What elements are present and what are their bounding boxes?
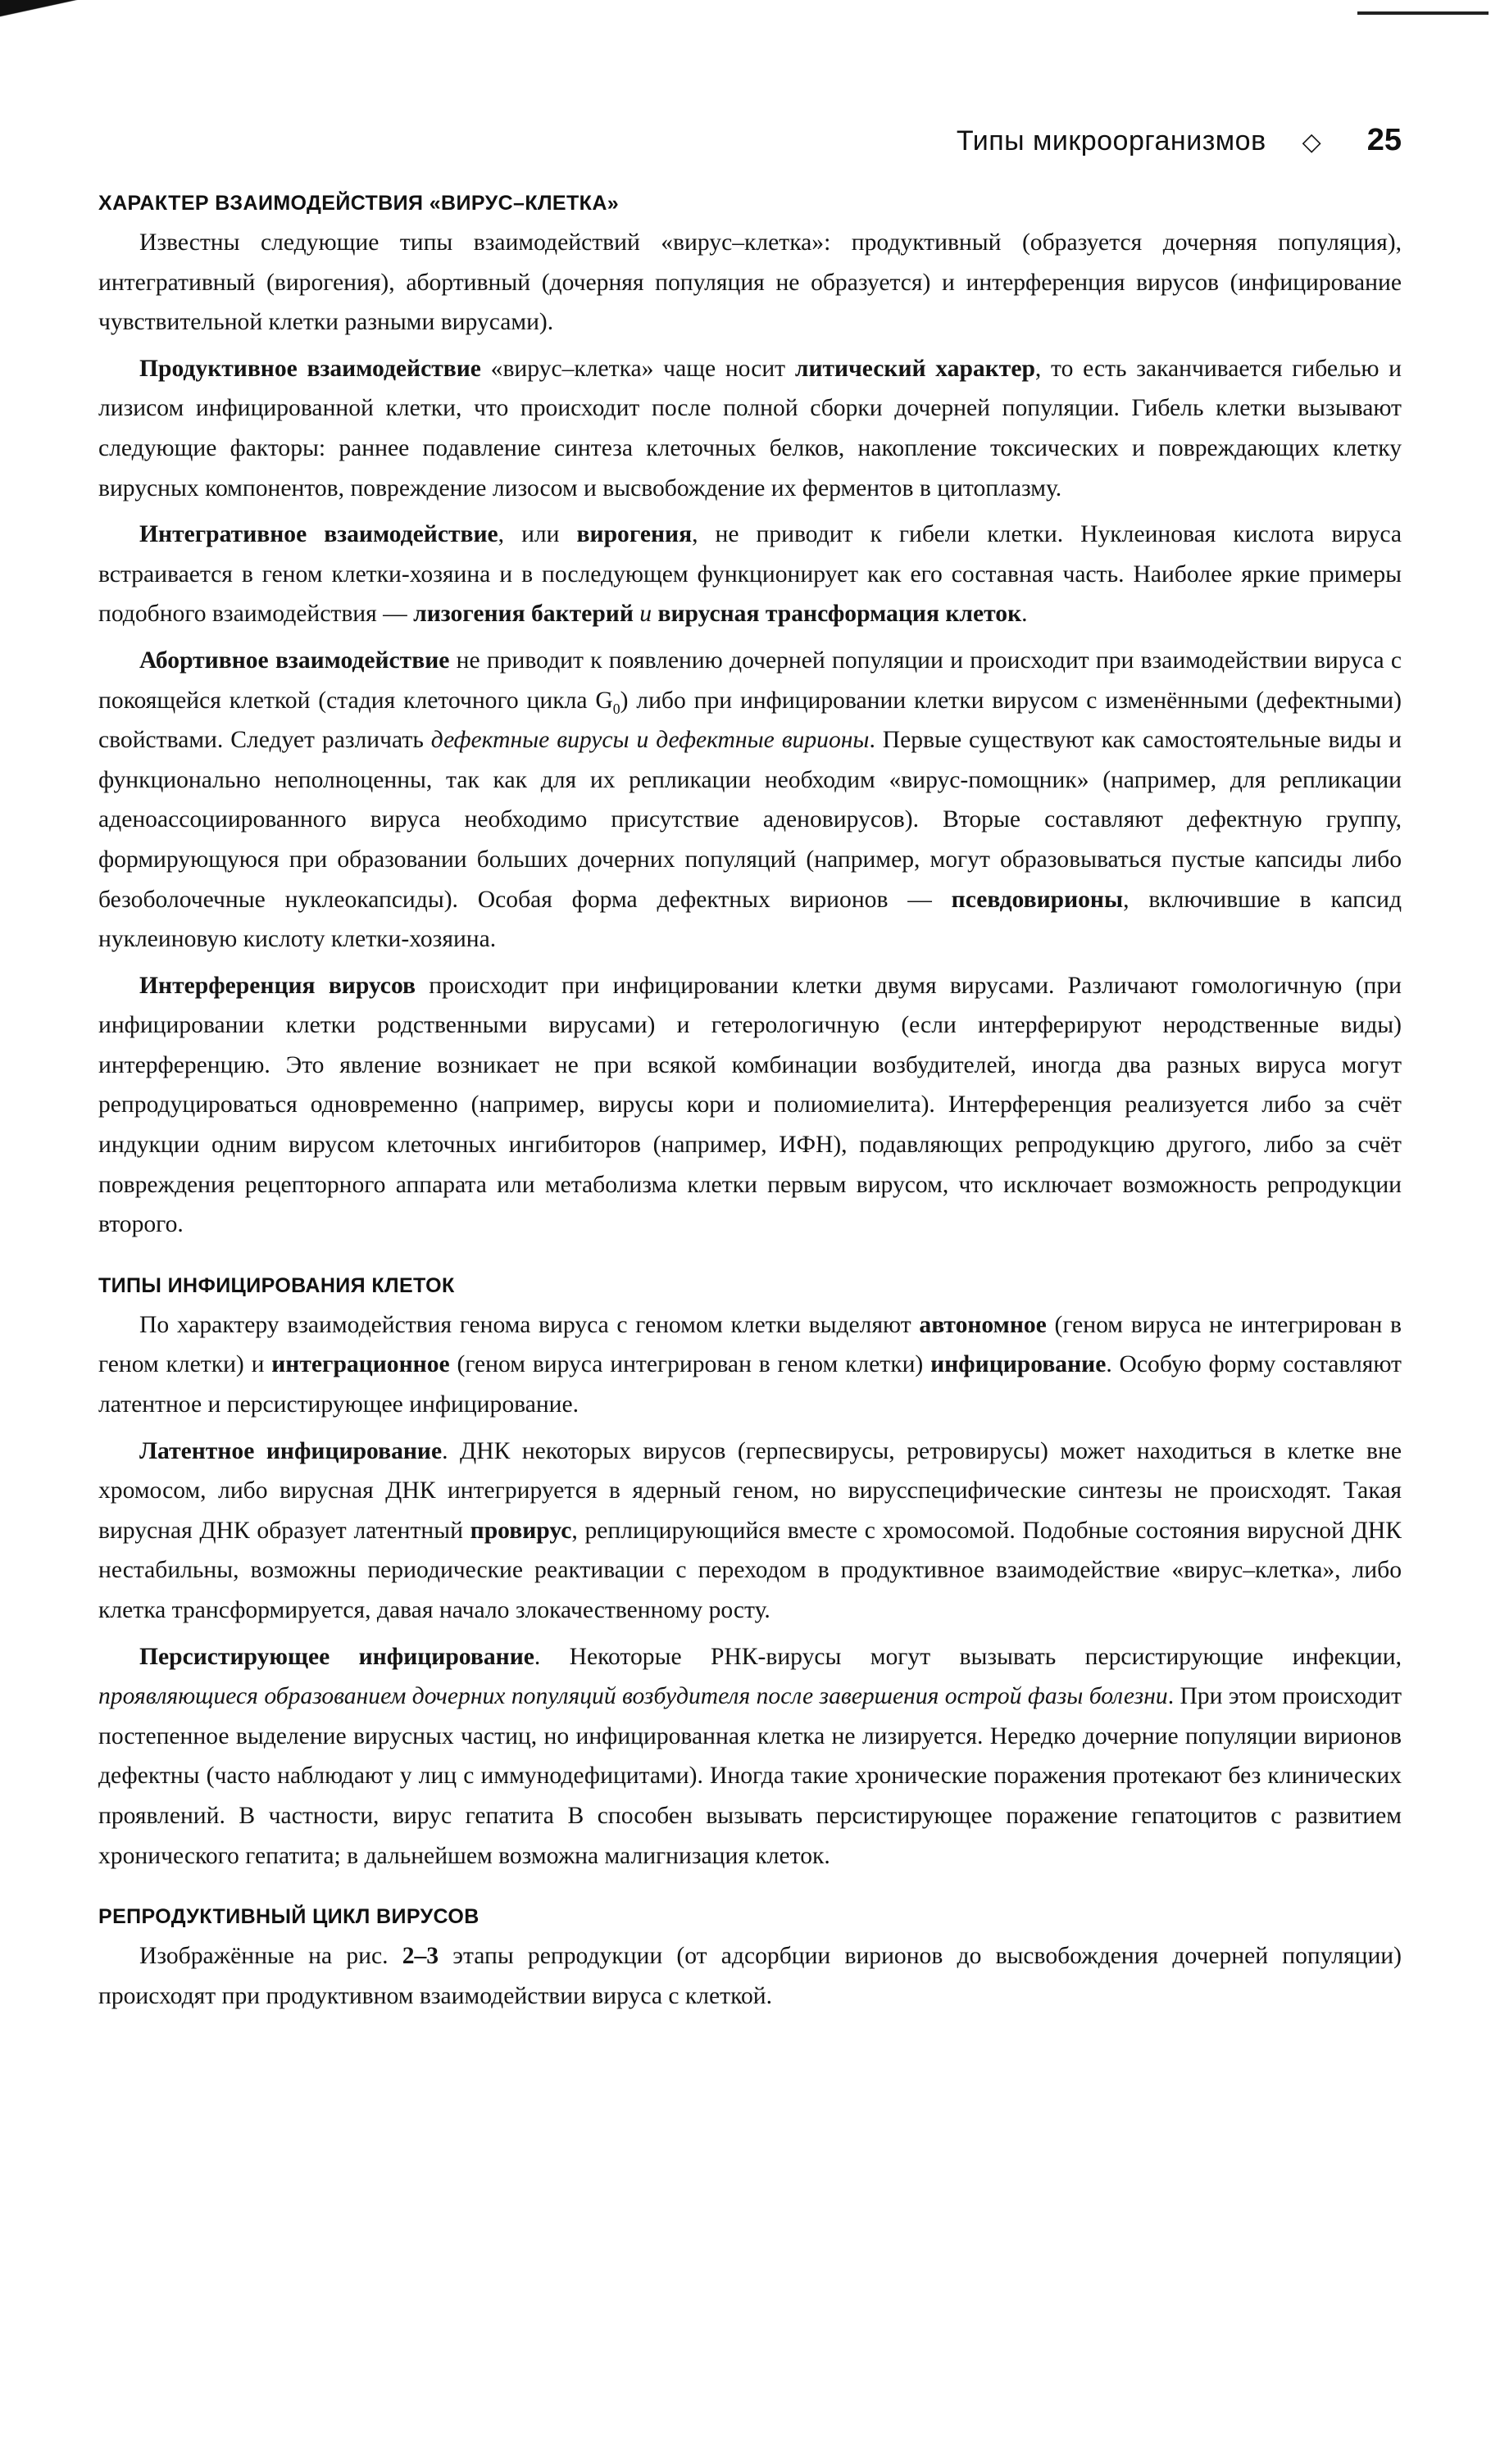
paragraph-persistent-infection: Персистирующее инфицирование. Некоторые РНК-вирусы могут вызывать персистирующие инфекции, проявляющиеся образованием дочерних популяций возбудителя после завершения острой фазы болезни. При этом происходит постепенное выделение вирусных частиц, но инфицированная клетка не лизируется. Нередко дочерние популяции вирионов дефектны (часто наблюдают у лиц с иммунодефицитами). Иногда такие хронические поражения протекают без клинических проявлений. В частности, вирус гепатита В способен вызывать персистирующее поражение гепатоцитов с развитием хронического гепатита; в дальнейшем возможна малигнизация клеток. (98, 1643, 1402, 1869)
running-title: Типы микроорганизмов (956, 125, 1266, 157)
scan-top-rule (1357, 11, 1489, 15)
paragraph-integrative-interaction: Интегративное взаимодействие, или вирогения, не приводит к гибели клетки. Нуклеиновая кислота вируса встраивается в геном клетки-хозяина и в последующем функционирует как его составная часть. Наиболее яркие примеры подобного взаимодействия — лизогения бактерий и вирусная трансформация клеток. (98, 521, 1402, 628)
page-body (98, 187, 1402, 2016)
scan-corner-mark (0, 0, 98, 21)
page-number: 25 (1366, 123, 1402, 157)
section-heading-virus-cell-interaction: ХАРАКТЕР ВЗАИМОДЕЙСТВИЯ «ВИРУС–КЛЕТКА» (98, 192, 620, 215)
paragraph-latent-infection: Латентное инфицирование. ДНК некоторых вирусов (герпесвирусы, ретровирусы) может находиться в клетке вне хромосом, либо вирусная ДНК интегрируется в ядерный геном, но вирусспецифические синтезы не происходят. Такая вирусная ДНК образует латентный провирус, реплицирующийся вместе с хромосомой. Подобные состояния вирусной ДНК нестабильны, возможны периодические реактивации с переходом в продуктивное взаимодействие «вирус–клетка», либо клетка трансформируется, давая начало злокачественному росту. (98, 1437, 1402, 1623)
paragraph-interaction-types: Известны следующие типы взаимодействий «вирус–клетка»: продуктивный (образуется дочерняя популяция), интегративный (вирогения), абортивный (дочерняя популяция не образуется) и интерференция вирусов (инфицирование чувствительной клетки разными вирусами). (98, 229, 1402, 336)
section-heading-infection-types: ТИПЫ ИНФИЦИРОВАНИЯ КЛЕТОК (98, 1273, 455, 1297)
paragraph-virus-interference: Интерференция вирусов происходит при инфицировании клетки двумя вирусами. Различают гомологичную (при инфицировании клетки родственными вирусами) и гетерологичную (если интерферируют неродственные виды) интерференцию. Это явление возникает не при всякой комбинации возбудителей, иногда два разных вируса могут репродуцироваться одновременно (например, вирусы кори и полиомиелита). Интерференция реализуется либо за счёт индукции одним вирусом клеточных ингибиторов (например, ИФН), подавляющих репродукцию другого, либо за счёт повреждения рецепторного аппарата или метаболизма клетки первым вирусом, что исключает возможность репродукции второго. (98, 972, 1402, 1238)
diamond-icon: ◇ (1302, 129, 1321, 156)
paragraph-productive-interaction: Продуктивное взаимодействие «вирус–клетка» чаще носит литический характер, то есть заканчивается гибелью и лизисом инфицированной клетки, что происходит после полной сборки дочерней популяции. Гибель клетки вызывают следующие факторы: раннее подавление синтеза клеточных белков, накопление токсических и повреждающих клетку вирусных компонентов, повреждение лизосом и высвобождение их ферментов в цитоплазму. (98, 355, 1402, 501)
running-header (957, 123, 1402, 158)
paragraph-reproduction-stages: Изображённые на рис. 2–3 этапы репродукции (от адсорбции вирионов до высвобождения дочерней популяции) происходят при продуктивном взаимодействии вируса с клеткой. (98, 1943, 1402, 2009)
paragraph-autonomous-integration: По характеру взаимодействия генома вируса с геномом клетки выделяют автономное (геном вируса не интегрирован в геном клетки) и интеграционное (геном вируса интегрирован в геном клетки) инфицирование. Особую форму составляют латентное и персистирующее инфицирование. (98, 1311, 1402, 1418)
paragraph-abortive-interaction: Абортивное взаимодействие не приводит к появлению дочерней популяции и происходит при взаимодействии вируса с покоящейся клеткой (стадия клеточного цикла $G_0$) либо при инфицировании клетки вирусом с изменёнными (дефектными) свойствами. Следует различать дефектные вирусы и дефектные вирионы. Первые существуют как самостоятельные виды и функционально неполноценны, так как для их репликации необходим «вирус-помощник» (например, для репликации аденоассоциированного вируса необходимо присутствие аденовирусов). Вторые составляют дефектную группу, формирующуюся при образовании больших дочерних популяций (например, могут образовываться пустые капсиды либо безоболочечные нуклеокапсиды). Особая форма дефектных вирионов — псевдовирионы, включившие в капсид нуклеиновую кислоту клетки-хозяина. (98, 647, 1402, 953)
section-heading-reproductive-cycle: РЕПРОДУКТИВНЫЙ ЦИКЛ ВИРУСОВ (98, 1905, 480, 1929)
